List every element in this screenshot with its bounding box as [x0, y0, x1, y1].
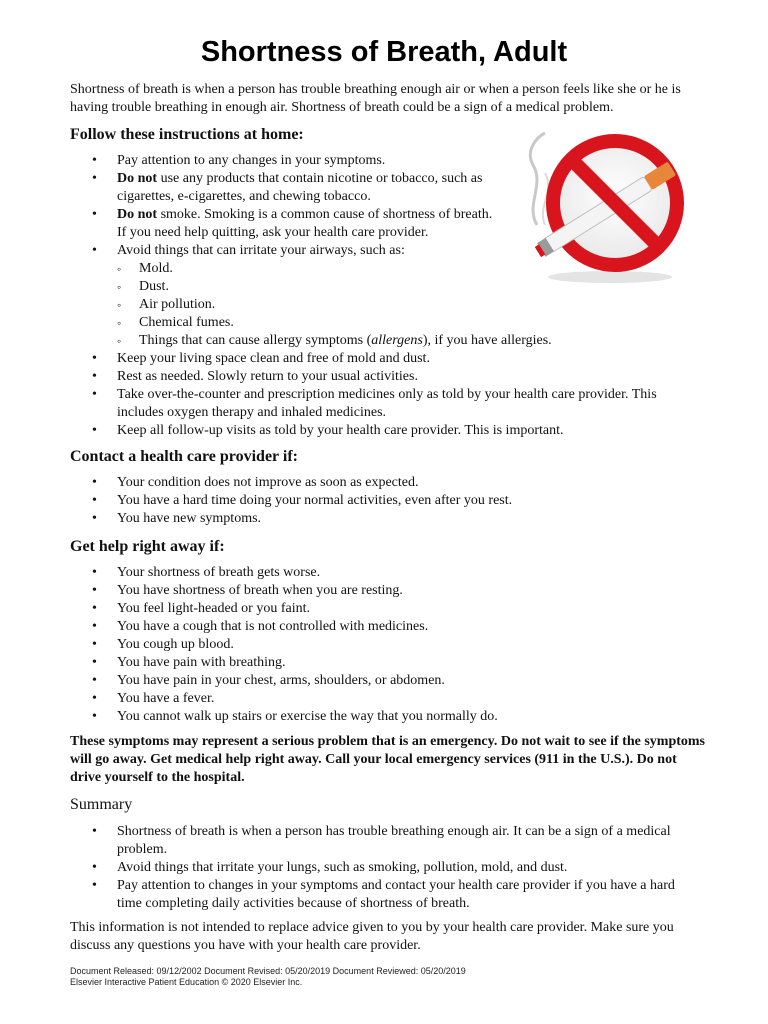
bullet-icon: •	[92, 423, 97, 438]
bullet-icon: •	[92, 637, 97, 652]
help-heading: Get help right away if:	[70, 538, 225, 555]
help-list	[0, 564, 498, 726]
list-item: • Do not smoke. Smoking is a common cause of shortness of breath. If you need help quitting, ask your health care provider.	[92, 207, 493, 240]
bullet-icon: •	[92, 860, 97, 875]
list-item: • Take over-the-counter and prescription medicines only as told by your health care provider. This includes oxygen therapy and inhaled medicines.	[92, 387, 657, 420]
intro-paragraph: Shortness of breath is when a person has trouble breathing enough air or when a person feels like she or he is having trouble breathing in enough air. Shortness of breath could be a sign of a medical problem.	[70, 82, 681, 115]
list-item: • Rest as needed. Slowly return to your usual activities.	[92, 369, 418, 384]
list-item: • You have a hard time doing your normal activities, even after you rest.	[92, 493, 513, 508]
bullet-icon: •	[92, 493, 97, 508]
bullet-icon: •	[92, 153, 97, 168]
bullet-icon: •	[92, 691, 97, 706]
bullet-icon: •	[92, 369, 97, 384]
contact-list	[0, 474, 512, 528]
bullet-icon: •	[92, 619, 97, 634]
sub-bullet-icon: ◦	[117, 280, 122, 294]
list-item: • Avoid things that can irritate your airways, such as: ◦ Mold. ◦ Dust. ◦ Air pollution. ◦ Chemical fumes. ◦ Things that can cause allergy symptoms (allergens), if you have allergies.	[0, 242, 677, 350]
footer-dates: Document Released: 09/12/2002 Document Revised: 05/20/2019 Document Reviewed: 05/20/2019	[70, 966, 466, 976]
sub-list-item: ◦ Things that can cause allergy symptoms (allergens), if you have allergies.	[117, 333, 552, 348]
bullet-icon: •	[92, 601, 97, 616]
list-item: • You feel light-headed or you faint.	[92, 601, 310, 616]
bullet-icon: •	[92, 475, 97, 490]
list-item: • Keep all follow-up visits as told by your health care provider. This is important.	[92, 423, 564, 438]
irritants-sublist	[117, 260, 677, 350]
list-item: • You have pain with breathing.	[92, 655, 286, 670]
bullet-icon: •	[92, 878, 97, 893]
sub-bullet-icon: ◦	[117, 316, 122, 330]
home-heading: Follow these instructions at home:	[70, 126, 304, 143]
summary-list	[0, 823, 697, 913]
list-item: • Your shortness of breath gets worse.	[92, 565, 321, 580]
list-item: • You have a fever.	[92, 691, 215, 706]
summary-heading: Summary	[70, 796, 133, 813]
bullet-icon: •	[92, 673, 97, 688]
list-item: • You have shortness of breath when you are resting.	[92, 583, 403, 598]
list-item: • You have a cough that is not controlled with medicines.	[92, 619, 429, 634]
bullet-icon: •	[92, 243, 97, 258]
list-item: • You cough up blood.	[92, 637, 234, 652]
sub-list-item: ◦ Mold.	[117, 261, 173, 276]
list-item: • Pay attention to any changes in your symptoms.	[92, 153, 386, 168]
sub-list-item: ◦ Air pollution.	[117, 297, 216, 312]
list-item: • Keep your living space clean and free of mold and dust.	[92, 351, 430, 366]
list-item: • You cannot walk up stairs or exercise the way that you normally do.	[92, 709, 498, 724]
bullet-icon: •	[92, 511, 97, 526]
footer-copyright: Elsevier Interactive Patient Education © 2020 Elsevier Inc.	[70, 977, 303, 987]
list-item: • You have pain in your chest, arms, shoulders, or abdomen.	[92, 673, 445, 688]
bullet-icon: •	[92, 565, 97, 580]
list-item: • Your condition does not improve as soon as expected.	[92, 475, 419, 490]
bullet-icon: •	[92, 387, 97, 402]
sub-list-item: ◦ Dust.	[117, 279, 169, 294]
home-list	[0, 152, 677, 440]
list-item: • Avoid things that irritate your lungs, such as smoking, pollution, mold, and dust.	[92, 860, 568, 875]
bullet-icon: •	[92, 824, 97, 839]
sub-bullet-icon: ◦	[117, 334, 122, 348]
bullet-icon: •	[92, 207, 97, 222]
sub-bullet-icon: ◦	[117, 262, 122, 276]
sub-list-item: ◦ Chemical fumes.	[117, 315, 234, 330]
list-item: • Shortness of breath is when a person has trouble breathing enough air. It can be a sign of a medical problem.	[92, 824, 671, 857]
bullet-icon: •	[92, 583, 97, 598]
bullet-icon: •	[92, 351, 97, 366]
bullet-icon: •	[92, 655, 97, 670]
list-item: • Do not use any products that contain nicotine or tobacco, such as cigarettes, e-cigarettes, and chewing tobacco.	[92, 171, 483, 204]
list-item: • You have new symptoms.	[92, 511, 262, 526]
closing-paragraph: This information is not intended to replace advice given to you by your health care provider. Make sure you discuss any questions you have with your health care provider.	[70, 920, 674, 953]
document-footer	[70, 966, 466, 988]
sub-bullet-icon: ◦	[117, 298, 122, 312]
emergency-warning: These symptoms may represent a serious problem that is an emergency. Do not wait to see if the symptoms will go away. Get medical help right away. Call your local emergency services (911 in the U.S.). Do not drive yourself to the hospital.	[70, 734, 705, 785]
bullet-icon: •	[92, 171, 97, 186]
page-title: Shortness of Breath, Adult	[200, 36, 568, 68]
list-item: • Pay attention to changes in your symptoms and contact your health care provider if you have a hard time completing daily activities because of shortness of breath.	[92, 878, 675, 911]
bullet-icon: •	[92, 709, 97, 724]
contact-heading: Contact a health care provider if:	[70, 448, 298, 465]
